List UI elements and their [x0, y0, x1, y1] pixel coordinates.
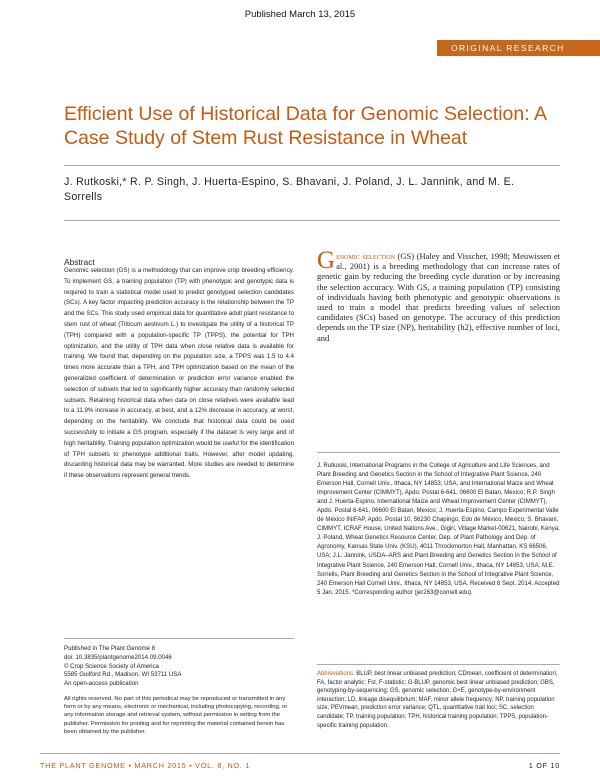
abbreviations: [317, 670, 560, 730]
rights-statement: All rights reserved. No part of this periodical may be reproduced or transmitted in any form or by any means, electronic or mechanical, including photocopying, recording, or any information storage and retrieval system, without permission in writing from the publisher. Permission for printing and for reprinting the material contained herein has been obtained by the publisher.: [64, 696, 288, 735]
divider-authors: [64, 220, 560, 221]
abbreviations-label: Abbreviations:: [317, 671, 355, 677]
pub-line-access: An open-access publication: [64, 680, 139, 688]
article-title: Efficient Use of Historical Data for Genomic Selection: A Case Study of Stem Rust Resistance in Wheat: [64, 103, 546, 149]
dropcap: G: [317, 247, 336, 274]
divider-abstract: [64, 638, 294, 639]
divider-top: [64, 165, 560, 166]
intro-text: (GS) (Haley and Visscher, 1998; Meuwissen et al., 2001) is a breeding methodology that can increase rates of genetic gain by reducing the breeding cycle duration or by increasing the selection accuracy. With GS, a training population (TP) consisting of individuals having both phenotypic and genotypic observations is used to train a model that predicts breeding values of selection candidates (SCs) based on genotype. The accuracy of this prediction depends on the TP size (NP), heritability (h2), effective number of loci, and: [317, 251, 560, 343]
pub-line-copyright: © Crop Science Society of America: [64, 662, 159, 670]
intro-smallcaps: enomic selection: [336, 251, 395, 261]
divider-footer: [40, 753, 560, 754]
pub-line-doi: doi: 10.3835/plantgenome2014.09.0046: [64, 653, 172, 661]
divider-affil: [317, 664, 560, 665]
publication-info: [64, 645, 294, 689]
intro-paragraph: [317, 247, 560, 343]
affiliations: J. Rutkoski, International Programs in the College of Agriculture and Life Sciences, and Plant Breeding and Genetics Section in the School of Integrative Plant Science, 240 Emerson Hall, Cornell Univ., Ithaca, NY 14853, USA, and International Maize and Wheat Improvement Center (CIMMYT), Apdo. Postal 6-641, 06600 El Batan, Mexico; R.P. Singh and J. Huerta-Espino, International Maize and Wheat Improvement Center (CIMMYT), Apdo. Postal 6-641, 06600 El Batan, Mexico; J. Huerta-Espino, Campo Experimental Valle de México INIFAP, Apdo. Postal 10, 56230 Chapingo, Edo de México, Mexico; S. Bhavani, CIMMYT, ICRAF House, United Nations Ave., Gigiri, Village Market-00621, Nairobi, Kenya; J. Poland, Wheat Genetics Resource Center, Dep. of Plant Pathology and Dep. of Agronomy, Kansas State Univ. (KSU), 4011 Throckmorton Hall, Manhattan, KS 66506, USA; J.L. Jannink, USDA–ARS and Plant Breeding and Genetics Section in the School of Integrative Plant Science, 240 Emerson Hall, Cornell Univ., Ithaca, NY 14853, USA; M.E. Sorrells, Plant Breeding and Genetics Section in the School of Integrative Plant Science, 240 Emerson Hall Cornell Univ., Ithaca, NY 14853, USA. Received 8 Sept. 2014. Accepted 5 Jan. 2015. *Corresponding author (jer263@cornell.edu).: [317, 463, 560, 596]
footer-page: 1 OF 10: [528, 761, 560, 770]
abbreviations-text: BLUP, best linear unbiased prediction; CDmean, coefficient of determination; FA, factor analytic; Fst, F-statistic; G-BLUP, genomic best linear unbiased prediction; GBS, genotyping-by-sequencing; GS, genomic selection; G×E, genotype-by-environment interaction; LD, linkage disequilibrium; MAF, minor allele frequency; NP, training population size; PEVmean, prediction error variance; QTL, quantitative trait loci; SC, selection candidate; TP, training population; TPH, historical training population; TPPS, population-specific training population.: [317, 671, 558, 729]
authors: J. Rutkoski,* R. P. Singh, J. Huerta-Espino, S. Bhavani, J. Poland, J. L. Jannink, and M. E. Sorrells: [64, 176, 515, 203]
abstract-heading: Abstract: [64, 257, 95, 267]
pub-line-address: 5585 Guilford Rd., Madison, WI 53711 USA: [64, 671, 182, 679]
abstract-text: Genomic selection (GS) is a methodology that can improve crop breeding efficiency. To implement GS, a training population (TP) with phenotypic and genotypic data is required to train a statistical model used to predict genotyped selection candidates (SCs). A key factor impacting prediction accuracy is the relationship between the TP and the SCs. This study used empirical data for quantitative adult plant resistance to stem rust of wheat (Triticum aestivum L.) to investigate the utility of a historical TP (TPH) compared with a population-specific TP (TPPS), the potential for TPH optimization, and the utility of TPH data when close relative data is available for training. We found that, depending on the population size, a TPPS was 1.5 to 4.4 times more accurate than a TPH, and TPH optimization based on the mean of the generalized coefficient of determination or prediction error variance enabled the selection of subsets that led to significantly higher accuracy than randomly selected subsets. Retaining historical data when data on close relatives were available lead to a 11.9% increase in accuracy, at best, and a 12% decrease in accuracy, at worst, depending on the heritability. We conclude that historical data could be used successfully to initiate a GS program, especially if the dataset is very large and of high heritability. Training population optimization would be useful for the identification of TPH subsets to phenotype additional traits. However, after model updating, discarding historical data may be warranted. More studies are needed to determine if these observations represent general trends.: [64, 267, 294, 480]
pub-line-journal: Published in The Plant Genome 8: [64, 645, 156, 652]
divider-intro: [317, 452, 560, 453]
section-band: ORIGINAL RESEARCH: [437, 40, 600, 56]
published-date: Published March 13, 2015: [244, 9, 356, 20]
footer-journal: THE PLANT GENOME ▪ MARCH 2015 ▪ VOL. 8, NO. 1: [40, 761, 251, 770]
